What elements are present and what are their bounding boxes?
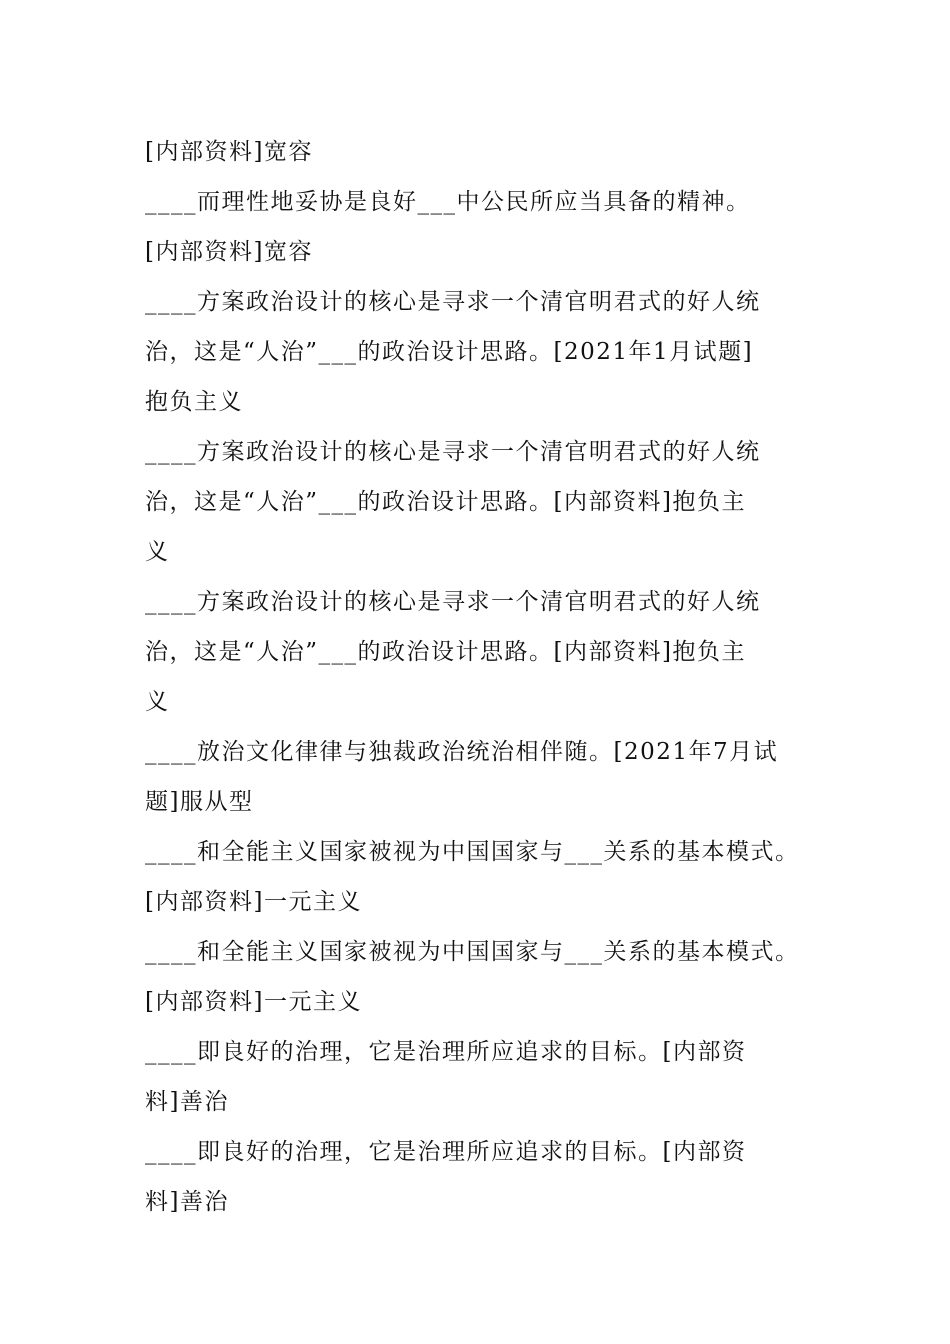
text-line: [内部资料]宽容 [145, 139, 313, 165]
text-line: 治，这是“人治”___的政治设计思路。[内部资料]抱负主 [145, 639, 746, 665]
text-line: 治，这是“人治”___的政治设计思路。[内部资料]抱负主 [145, 489, 746, 515]
document-body [145, 127, 835, 1227]
text-line: [内部资料]一元主义 [145, 989, 362, 1015]
text-line: ____方案政治设计的核心是寻求一个清官明君式的好人统 [145, 439, 761, 465]
text-line: 义 [145, 539, 170, 565]
text-line: ____而理性地妥协是良好___中公民所应当具备的精神。 [145, 189, 751, 215]
text-line: 料]善治 [145, 1189, 229, 1215]
text-line: 题]服从型 [145, 789, 254, 815]
text-line: [内部资料]宽容 [145, 239, 313, 265]
text-line: ____和全能主义国家被视为中国国家与___关系的基本模式。 [145, 839, 800, 865]
text-line: ____即良好的治理，它是治理所应追求的目标。[内部资 [145, 1139, 747, 1165]
text-line: ____方案政治设计的核心是寻求一个清官明君式的好人统 [145, 589, 761, 615]
text-line: ____方案政治设计的核心是寻求一个清官明君式的好人统 [145, 289, 761, 315]
text-line: 义 [145, 689, 170, 715]
text-line: [内部资料]一元主义 [145, 889, 362, 915]
text-line: ____放治文化律律与独裁政治统治相伴随。[2021年7月试 [145, 739, 779, 765]
text-line: 抱负主义 [145, 389, 243, 415]
text-line: 治，这是“人治”___的政治设计思路。[2021年1月试题] [145, 339, 754, 365]
text-line: ____即良好的治理，它是治理所应追求的目标。[内部资 [145, 1039, 747, 1065]
text-line: ____和全能主义国家被视为中国国家与___关系的基本模式。 [145, 939, 800, 965]
text-line: 料]善治 [145, 1089, 229, 1115]
